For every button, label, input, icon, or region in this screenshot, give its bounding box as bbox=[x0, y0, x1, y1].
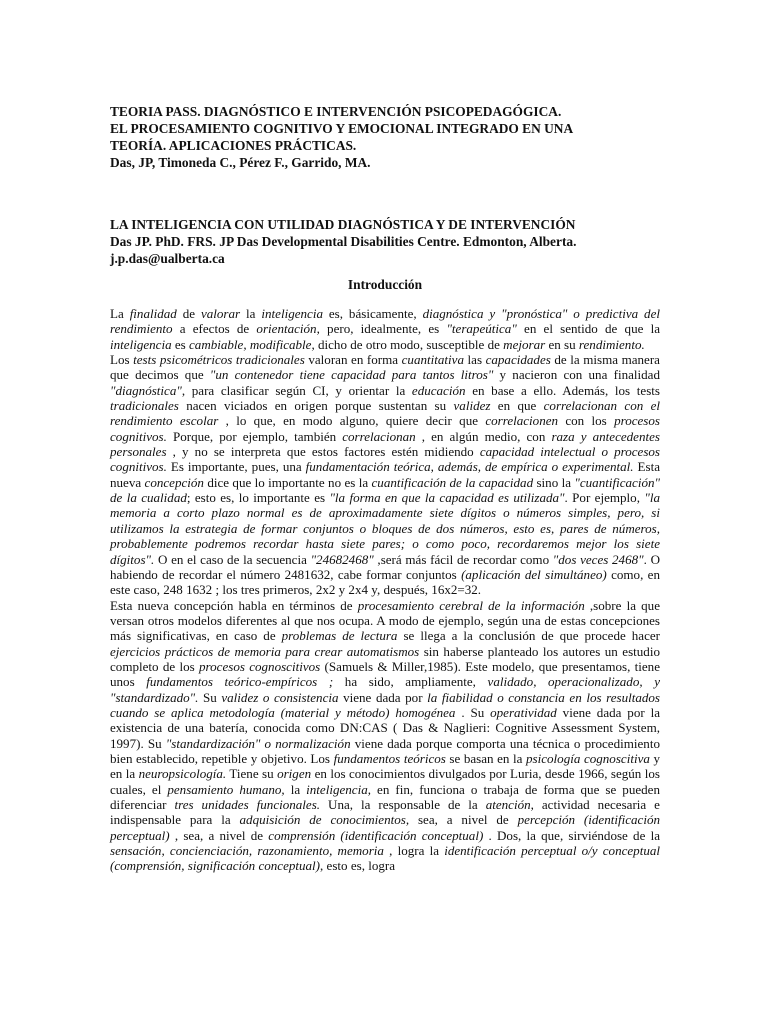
italic-run: procesamiento cerebral de la información bbox=[357, 597, 585, 613]
text-run: con los bbox=[558, 413, 615, 429]
text-run: Tiene su bbox=[226, 766, 278, 782]
italic-run: cuantificación de la capacidad bbox=[371, 474, 534, 490]
italic-run: correlacionan con el rendimiento escolar bbox=[110, 398, 661, 429]
text-run: sea, a nivel de bbox=[409, 812, 518, 828]
text-run: , esto es, logra bbox=[320, 858, 396, 874]
paragraph-2 bbox=[110, 352, 660, 598]
italic-run: pensamiento humano, bbox=[167, 781, 285, 797]
text-run: Su bbox=[198, 689, 222, 705]
italic-run: concepción bbox=[144, 474, 204, 490]
italic-run: valorar bbox=[200, 306, 241, 321]
title-line-3: TEORÍA. APLICACIONES PRÁCTICAS. bbox=[110, 138, 357, 153]
italic-run: fundamentos teórico-empíricos ; bbox=[146, 674, 334, 690]
text-run: en el sentido de que la bbox=[516, 321, 660, 337]
text-run: sino la bbox=[533, 474, 575, 490]
text-run: . O habiendo de recordar el número 2481632, cabe formar conjuntos bbox=[110, 551, 660, 582]
italic-run: capacidades bbox=[485, 352, 551, 368]
italic-run: adquisición de conocimientos, bbox=[239, 812, 410, 828]
italic-run: "diagnóstica" bbox=[110, 382, 182, 398]
italic-run: finalidad bbox=[129, 306, 177, 321]
affiliation: Das JP. PhD. FRS. JP Das Developmental Disabilities Centre. Edmonton, Alberta. bbox=[110, 234, 577, 249]
text-run: Esta nueva bbox=[110, 459, 660, 490]
text-run: y nacieron con una finalidad bbox=[493, 367, 660, 383]
text-run: en que bbox=[490, 398, 544, 414]
italic-run: "terapeútica" bbox=[446, 321, 517, 337]
text-run: en fin, funciona o trabaja de forma que se pueden diferenciar bbox=[110, 781, 660, 812]
text-run: la bbox=[284, 781, 307, 797]
italic-run: procesos cognitivos. bbox=[110, 413, 660, 444]
italic-run: origen bbox=[277, 766, 312, 782]
text-run: , lo que, en modo alguno, quiere decir que bbox=[218, 413, 486, 429]
italic-run: fundamentación teórica, además, de empírica o experimental. bbox=[305, 459, 634, 475]
italic-run: percepción (identificación perceptual) bbox=[110, 812, 661, 843]
italic-run: "un contenedor tiene capacidad para tantos litros" bbox=[209, 367, 494, 383]
text-run: dicho de otro modo, susceptible de bbox=[314, 336, 504, 352]
text-run: viene dada por la existencia de una batería, conocida como DN:CAS ( Das & Naglieri: Cognitive Assessment System, 1997). Su bbox=[110, 704, 660, 751]
text-run: , sea, a nivel de bbox=[169, 827, 269, 843]
italic-run: mejorar bbox=[503, 336, 546, 352]
italic-run: problemas de lectura bbox=[281, 628, 398, 644]
italic-run: raza y antecedentes personales bbox=[110, 428, 660, 460]
text-run: , y no se interpreta que estos factores estén midiendo bbox=[166, 444, 480, 460]
italic-run: identificación perceptual o/y conceptual (comprensión, significación conceptual) bbox=[110, 843, 661, 874]
text-run: en los conocimientos divulgados por Luria, desde 1966, según los cuales, el bbox=[110, 766, 660, 797]
text-run: . Dos, la que, sirviéndose de la bbox=[483, 827, 660, 843]
italic-run: "la memoria a corto plazo normal es de aproximadamente siete dígitos o números simples, pero, si utilizamos la estrategia de formar conjuntos o bloques de dos números, esto es, pares de números, probablemente podremos recordar hasta siete pares; o como poco, recordaremos mejor los siete dígitos". bbox=[110, 490, 660, 567]
text-run: valoran en forma bbox=[304, 352, 402, 368]
italic-run: atención, bbox=[485, 797, 534, 812]
document-title bbox=[110, 103, 660, 171]
text-run: La bbox=[110, 306, 130, 321]
text-run: Esta nueva concepción habla en términos de bbox=[110, 597, 358, 613]
text-run: es, básicamente, bbox=[322, 306, 423, 321]
text-run: nacen viciados en origen porque sustentan su bbox=[178, 398, 454, 414]
text-run: a efectos de bbox=[172, 321, 257, 337]
text-run: actividad necesaria e indispensable para la bbox=[110, 797, 660, 828]
italic-run: inteligencia bbox=[110, 336, 172, 352]
text-run: se basan en la bbox=[445, 750, 527, 766]
italic-run: tres unidades funcionales. bbox=[174, 797, 321, 812]
italic-run: rendimiento. bbox=[578, 336, 645, 352]
text-run: ; esto es, lo importante es bbox=[186, 490, 330, 506]
text-run: de bbox=[176, 306, 201, 321]
italic-run: correlacionen bbox=[485, 413, 559, 429]
text-run: ,sobre la que versan otros modelos diferentes al que nos ocupa. A modo de ejemplo, según una de estas concepciones más significativas, en caso de bbox=[110, 597, 660, 644]
italic-run: validez o consistencia bbox=[221, 689, 339, 705]
text-run: es bbox=[171, 336, 189, 352]
italic-run: sensación, concienciación, razonamiento, memoria bbox=[110, 843, 384, 859]
section-header bbox=[110, 216, 660, 267]
authors: Das, JP, Timoneda C., Pérez F., Garrido, MA. bbox=[110, 155, 371, 170]
text-run: sin haberse planteado los autores un estudio completo de los bbox=[110, 643, 660, 674]
italic-run: cambiable, modificable, bbox=[189, 336, 315, 352]
italic-run: validado, operacionalizado, y "standardizado". bbox=[110, 674, 660, 705]
italic-run: capacidad intelectual o procesos cognitivos. bbox=[110, 444, 660, 475]
paragraph-1 bbox=[110, 306, 660, 352]
text-run: Es importante, pues, una bbox=[166, 459, 306, 475]
section-title: LA INTELIGENCIA CON UTILIDAD DIAGNÓSTICA Y DE INTERVENCIÓN bbox=[110, 217, 576, 232]
email: j.p.das@ualberta.ca bbox=[110, 251, 225, 266]
italic-run: cuantitativa bbox=[401, 352, 464, 368]
italic-run: operatividad bbox=[490, 704, 557, 720]
italic-run: la fiabilidad o constancia en los resultados cuando se aplica metodología (material y método) homogénea bbox=[110, 689, 661, 720]
text-run: las bbox=[463, 352, 486, 368]
text-run: la bbox=[240, 306, 262, 321]
text-run: Una, la responsable de la bbox=[320, 797, 486, 812]
italic-run: "standardización" o normalización bbox=[165, 735, 351, 751]
text-run: ha sido, ampliamente, bbox=[333, 674, 488, 690]
text-run: . Su bbox=[455, 704, 491, 720]
text-run: en base a ello. Además, los tests bbox=[465, 382, 660, 398]
italic-run: fundamentos teóricos bbox=[333, 750, 446, 766]
italic-run: tests psicométricos tradicionales bbox=[133, 352, 305, 368]
italic-run: ejercicios prácticos de memoria para crear automatismos bbox=[110, 643, 420, 659]
text-run: (Samuels & Miller,1985). Este modelo, que presentamos, tiene unos bbox=[110, 658, 660, 690]
italic-run: psicología cognoscitiva bbox=[526, 750, 650, 766]
text-run: dice que lo importante no es la bbox=[203, 474, 372, 490]
title-line-2: EL PROCESAMIENTO COGNITIVO Y EMOCIONAL INTEGRADO EN UNA bbox=[110, 121, 574, 136]
text-run: en su bbox=[545, 336, 579, 352]
text-run: se llega a la conclusión de que procede hacer bbox=[397, 628, 660, 644]
text-run: de la misma manera que decimos que bbox=[110, 352, 660, 383]
italic-run: orientación, bbox=[256, 321, 320, 337]
text-run: O en el caso de la secuencia bbox=[154, 551, 311, 567]
text-run: Los bbox=[110, 352, 134, 368]
italic-run: educación bbox=[411, 382, 466, 398]
italic-run: neuropsicología. bbox=[138, 766, 227, 782]
intro-heading: Introducción bbox=[347, 277, 423, 292]
text-run: , en algún medio, con bbox=[415, 428, 552, 444]
text-run: ,será más fácil de recordar como bbox=[373, 551, 553, 567]
italic-run: "dos veces 2468" bbox=[552, 551, 644, 567]
text-run: . Por ejemplo, bbox=[564, 490, 645, 506]
paragraph-3 bbox=[110, 598, 660, 874]
italic-run: correlacionan bbox=[342, 428, 416, 444]
text-run: viene dada porque comporta una técnica o procedimiento bien establecido, repetible y objetivo. Los bbox=[110, 735, 660, 766]
italic-run: "24682468" bbox=[310, 551, 374, 567]
text-run: Porque, por ejemplo, también bbox=[166, 428, 343, 444]
italic-run: procesos cognoscitivos bbox=[199, 658, 321, 674]
italic-run: (aplicación del simultáneo) bbox=[461, 566, 607, 582]
text-run: , logra la bbox=[383, 843, 445, 859]
text-run: pero, idealmente, es bbox=[319, 321, 447, 337]
italic-run: inteligencia, bbox=[306, 781, 372, 797]
italic-run: inteligencia bbox=[261, 306, 323, 321]
text-run: como, en este caso, 248 1632 ; los tres primeros, 2x2 y 2x4 y, después, 16x2=32. bbox=[110, 566, 660, 598]
italic-run: tradicionales bbox=[110, 398, 179, 414]
body-text bbox=[110, 306, 660, 874]
italic-run: "la forma en que la capacidad es utilizada" bbox=[329, 490, 565, 506]
italic-run: validez bbox=[453, 398, 491, 414]
text-run: viene dada por bbox=[338, 689, 428, 705]
italic-run: comprensión (identificación conceptual) bbox=[268, 827, 484, 843]
title-line-1: TEORIA PASS. DIAGNÓSTICO E INTERVENCIÓN PSICOPEDAGÓGICA. bbox=[110, 104, 562, 119]
italic-run: "cuantificación" de la cualidad bbox=[110, 474, 660, 506]
italic-run: diagnóstica y "pronóstica" o predictiva del rendimiento bbox=[110, 306, 660, 337]
text-run: , para clasificar según CI, y orientar la bbox=[181, 382, 412, 398]
text-run: y en la bbox=[110, 750, 660, 782]
